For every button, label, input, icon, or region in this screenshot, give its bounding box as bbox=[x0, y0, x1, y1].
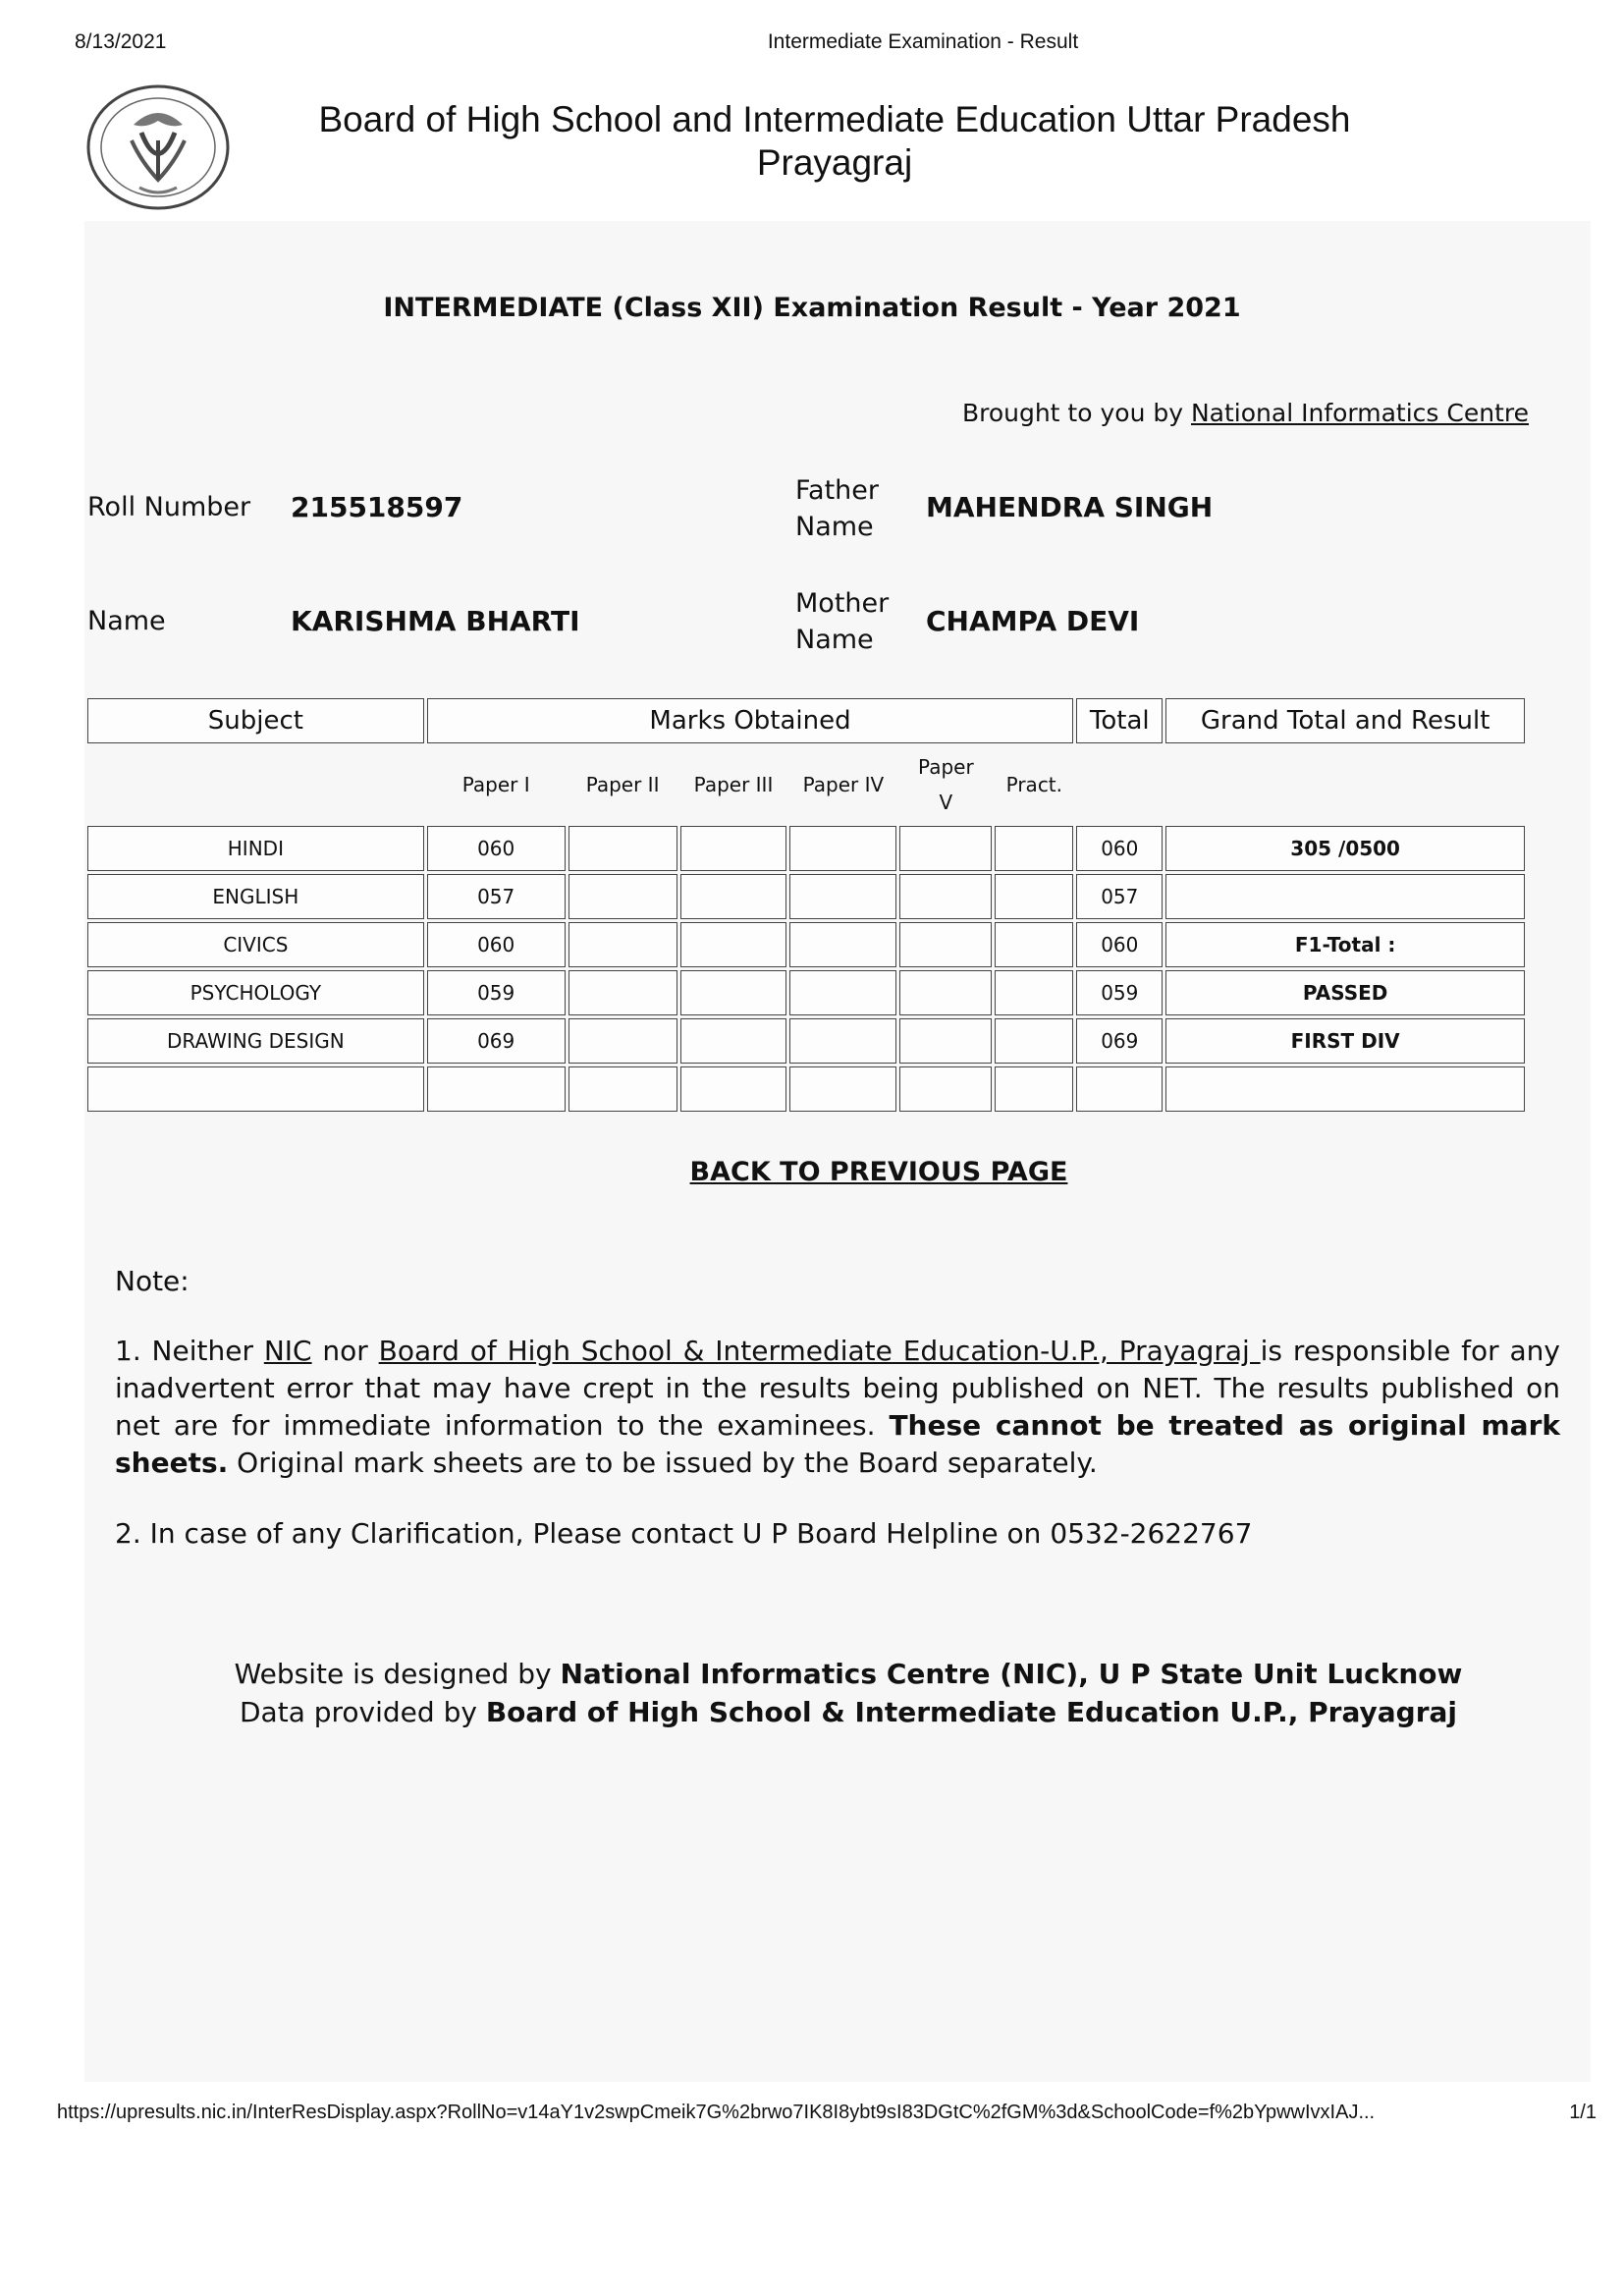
print-page-number: 1/1 bbox=[1569, 2102, 1597, 2123]
father-label-line2: Name bbox=[795, 512, 874, 542]
row-subject: HINDI bbox=[87, 826, 424, 871]
father-name-label bbox=[795, 472, 879, 545]
footer-board: Board of High School & Intermediate Education U.P., Prayagraj bbox=[485, 1696, 1457, 1728]
board-note-link[interactable]: Board of High School & Intermediate Education-U.P., Prayagraj bbox=[378, 1335, 1261, 1367]
row-total: 060 bbox=[1076, 826, 1163, 871]
empty-cell bbox=[87, 1066, 424, 1112]
row-paper-5 bbox=[899, 922, 992, 967]
row-paper-2 bbox=[568, 970, 677, 1015]
row-paper-3 bbox=[680, 874, 787, 919]
row-total: 057 bbox=[1076, 874, 1163, 919]
row-result bbox=[1165, 874, 1525, 919]
header-total: Total bbox=[1076, 698, 1163, 743]
row-subject: ENGLISH bbox=[87, 874, 424, 919]
row-paper-5 bbox=[899, 970, 992, 1015]
up-emblem-icon bbox=[82, 82, 234, 213]
table-row bbox=[87, 922, 1525, 967]
note1-text-c: is responsible for any inadvertent error that may have crept in the results being published on NET. The results published on net are for immediate information to the examinees. bbox=[115, 1335, 1560, 1442]
note-heading: Note: bbox=[115, 1265, 189, 1297]
table-row bbox=[87, 874, 1525, 919]
marks-table bbox=[84, 695, 1528, 1115]
row-paper-4 bbox=[789, 1018, 896, 1064]
row-practical bbox=[995, 922, 1073, 967]
row-practical bbox=[995, 970, 1073, 1015]
mother-label-line1: Mother bbox=[795, 588, 890, 619]
site-footer bbox=[0, 1655, 1624, 1731]
print-page-title: Intermediate Examination - Result bbox=[767, 30, 1079, 53]
board-header bbox=[295, 98, 1375, 185]
empty-cell bbox=[1165, 1066, 1525, 1112]
row-paper-4 bbox=[789, 922, 896, 967]
print-url: https://upresults.nic.in/InterResDisplay.aspx?RollNo=v14aY1v2swpCmeik7G%2brwo7IK8I8ybt9sI83DGtC%2fGM%3d&SchoolCode=f%2bYpwwIvxIAJ... bbox=[57, 2102, 1376, 2123]
header-grand-total: Grand Total and Result bbox=[1165, 698, 1525, 743]
header-marks-obtained: Marks Obtained bbox=[427, 698, 1074, 743]
name-label: Name bbox=[87, 606, 166, 636]
row-paper-4 bbox=[789, 826, 896, 871]
row-paper-1: 069 bbox=[427, 1018, 566, 1064]
nic-note-link[interactable]: NIC bbox=[263, 1335, 312, 1367]
empty-cell bbox=[899, 1066, 992, 1112]
subheader-practical: Pract. bbox=[1005, 773, 1063, 796]
subheader-paper-1: Paper I bbox=[461, 773, 530, 796]
row-paper-3 bbox=[680, 826, 787, 871]
row-paper-2 bbox=[568, 826, 677, 871]
row-paper-3 bbox=[680, 1018, 787, 1064]
table-row bbox=[87, 970, 1525, 1015]
row-paper-2 bbox=[568, 1018, 677, 1064]
subheader-empty-grand bbox=[1165, 746, 1525, 823]
note1-bold-text: These cannot be treated as original mark sheets. bbox=[115, 1409, 1560, 1479]
mother-label-line2: Name bbox=[795, 625, 874, 655]
row-result: F1-Total : bbox=[1165, 922, 1525, 967]
father-name-value: MAHENDRA SINGH bbox=[926, 491, 1214, 523]
note1-text-a: 1. Neither bbox=[115, 1335, 264, 1367]
row-practical bbox=[995, 874, 1073, 919]
row-practical bbox=[995, 826, 1073, 871]
row-paper-5 bbox=[899, 1018, 992, 1064]
footer-line-1 bbox=[0, 1655, 1624, 1693]
row-subject: CIVICS bbox=[87, 922, 424, 967]
row-paper-2 bbox=[568, 874, 677, 919]
paper5-line2: V bbox=[939, 791, 953, 814]
subheader-paper-4: Paper IV bbox=[802, 773, 885, 796]
mother-name-value: CHAMPA DEVI bbox=[926, 605, 1140, 637]
empty-cell bbox=[680, 1066, 787, 1112]
roll-number-label: Roll Number bbox=[87, 492, 251, 522]
footer-data-by: Data provided by bbox=[240, 1696, 486, 1728]
row-paper-1: 059 bbox=[427, 970, 566, 1015]
note-2: 2. In case of any Clarification, Please contact U P Board Helpline on 0532-2622767 bbox=[115, 1517, 1253, 1550]
note1-text-d: Original mark sheets are to be issued by the Board separately. bbox=[228, 1447, 1098, 1479]
subheader-paper-5 bbox=[899, 746, 992, 823]
roll-number-value: 215518597 bbox=[291, 491, 463, 523]
result-title: INTERMEDIATE (Class XII) Examination Result - Year 2021 bbox=[383, 293, 1241, 323]
board-name: Board of High School and Intermediate Education Uttar Pradesh bbox=[318, 99, 1351, 139]
subheader-empty bbox=[87, 746, 424, 823]
credit-prefix: Brought to you by bbox=[961, 399, 1184, 427]
subheader-paper-2: Paper II bbox=[585, 773, 660, 796]
footer-designed-by: Website is designed by bbox=[234, 1658, 561, 1690]
row-result: FIRST DIV bbox=[1165, 1018, 1525, 1064]
footer-line-2 bbox=[0, 1693, 1624, 1731]
table-header-row bbox=[87, 698, 1525, 743]
row-paper-3 bbox=[680, 922, 787, 967]
row-result: 305 /0500 bbox=[1165, 826, 1525, 871]
table-subheader-row bbox=[87, 746, 1525, 823]
table-row-empty bbox=[87, 1066, 1525, 1112]
paper5-line1: Paper bbox=[918, 755, 974, 779]
empty-cell bbox=[427, 1066, 566, 1112]
empty-cell bbox=[1076, 1066, 1163, 1112]
table-row bbox=[87, 1018, 1525, 1064]
row-total: 060 bbox=[1076, 922, 1163, 967]
subheader-empty-total bbox=[1076, 746, 1163, 823]
row-paper-5 bbox=[899, 826, 992, 871]
row-paper-5 bbox=[899, 874, 992, 919]
row-paper-2 bbox=[568, 922, 677, 967]
empty-cell bbox=[568, 1066, 677, 1112]
row-paper-1: 057 bbox=[427, 874, 566, 919]
row-paper-4 bbox=[789, 970, 896, 1015]
row-paper-1: 060 bbox=[427, 826, 566, 871]
table-row bbox=[87, 826, 1525, 871]
header-subject: Subject bbox=[87, 698, 424, 743]
credit-line bbox=[962, 399, 1529, 427]
subheader-paper-3: Paper III bbox=[693, 773, 774, 796]
footer-nic: National Informatics Centre (NIC), U P State Unit Lucknow bbox=[560, 1658, 1463, 1690]
note-1 bbox=[115, 1333, 1560, 1482]
row-paper-1: 060 bbox=[427, 922, 566, 967]
empty-cell bbox=[789, 1066, 896, 1112]
nic-link[interactable]: National Informatics Centre bbox=[1190, 399, 1529, 427]
note1-text-b: nor bbox=[311, 1335, 379, 1367]
row-paper-4 bbox=[789, 874, 896, 919]
row-result: PASSED bbox=[1165, 970, 1525, 1015]
row-paper-3 bbox=[680, 970, 787, 1015]
row-practical bbox=[995, 1018, 1073, 1064]
row-subject: PSYCHOLOGY bbox=[87, 970, 424, 1015]
name-value: KARISHMA BHARTI bbox=[291, 605, 580, 637]
row-subject: DRAWING DESIGN bbox=[87, 1018, 424, 1064]
board-city: Prayagraj bbox=[756, 142, 913, 183]
empty-cell bbox=[995, 1066, 1073, 1112]
row-total: 059 bbox=[1076, 970, 1163, 1015]
father-label-line1: Father bbox=[795, 475, 880, 506]
back-to-previous-page-link[interactable]: BACK TO PREVIOUS PAGE bbox=[689, 1157, 1068, 1187]
mother-name-label bbox=[795, 585, 889, 658]
row-total: 069 bbox=[1076, 1018, 1163, 1064]
print-date: 8/13/2021 bbox=[75, 30, 167, 53]
